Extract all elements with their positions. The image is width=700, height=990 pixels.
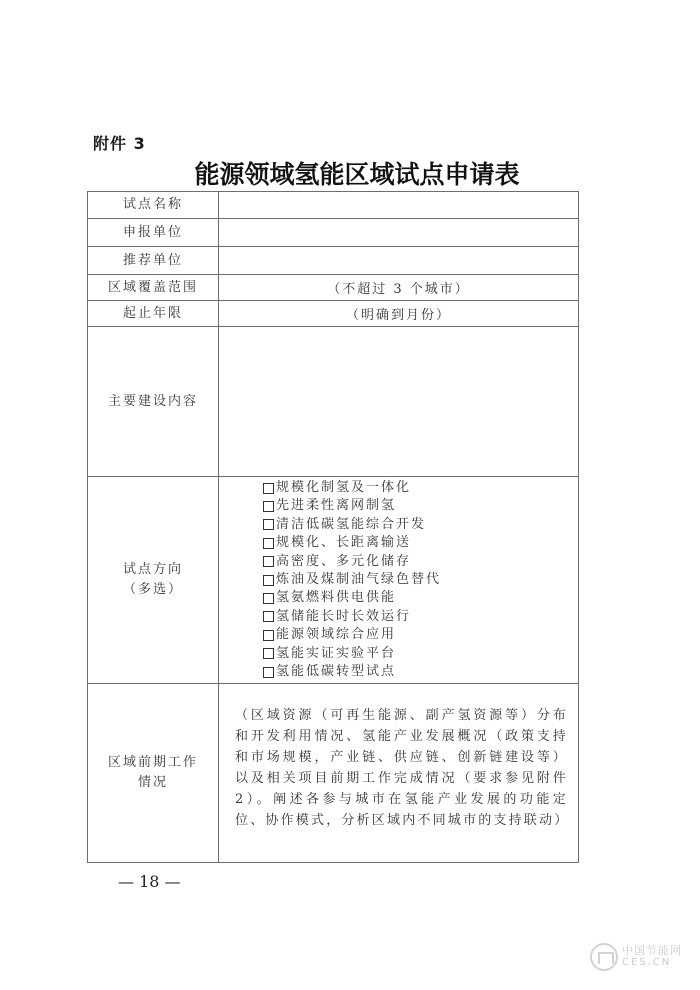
checkbox-icon[interactable] (263, 556, 274, 567)
applicant-unit-field[interactable] (219, 219, 579, 247)
option-green-substitution[interactable]: 炼油及煤制油气绿色替代 (263, 571, 578, 589)
option-high-density-storage[interactable]: 高密度、多元化储存 (263, 553, 578, 571)
pilot-direction-label-line1: 试点方向 (122, 562, 183, 578)
recommender-unit-label: 推荐单位 (88, 247, 219, 275)
prior-work-label-line2: 情况 (137, 775, 168, 791)
prior-work-label-line1: 区域前期工作 (107, 755, 198, 771)
application-form-table (87, 191, 579, 863)
watermark-text-en: CES.CN (622, 957, 672, 968)
watermark (590, 943, 682, 971)
option-integrated-application[interactable]: 能源领域综合应用 (263, 626, 578, 644)
main-content-label: 主要建设内容 (88, 327, 219, 477)
form-row-main-content (88, 327, 579, 477)
coverage-label: 区域覆盖范围 (88, 275, 219, 301)
prior-work-description: （区域资源（可再生能源、副产氢资源等）分布和开发利用情况、氢能产业发展概况（政策支持和市场规模，产业链、供应链、创新链建设等）以及相关项目前期工作完成情况（要求参见附件 2）。阐述各参与城市在氢能产业发展的功能定位、协作模式，分析区域内不同城市的支持联动） (235, 708, 570, 829)
option-long-distance-transport[interactable]: 规模化、长距离输送 (263, 534, 578, 552)
form-row-recommender (88, 247, 579, 275)
watermark-text-cn: 中国节能网 (622, 944, 682, 957)
main-content-field[interactable] (219, 327, 579, 477)
coverage-field[interactable]: （不超过 3 个城市） (219, 275, 579, 301)
form-row-prior-work (88, 684, 579, 863)
period-field[interactable]: （明确到月份） (219, 301, 579, 327)
option-test-platform[interactable]: 氢能实证实验平台 (263, 645, 578, 663)
checkbox-icon[interactable] (263, 593, 274, 604)
pilot-direction-options (219, 477, 579, 684)
checkbox-icon[interactable] (263, 611, 274, 622)
pilot-name-label: 试点名称 (88, 192, 219, 219)
form-row-pilot-name (88, 192, 579, 219)
pilot-name-field[interactable] (219, 192, 579, 219)
option-long-duration-storage[interactable]: 氢储能长时长效运行 (263, 608, 578, 626)
watermark-logo-icon (590, 943, 618, 971)
checkbox-icon[interactable] (263, 630, 274, 641)
checkbox-icon[interactable] (263, 519, 274, 530)
prior-work-field[interactable] (219, 684, 579, 863)
checkbox-icon[interactable] (263, 648, 274, 659)
recommender-unit-field[interactable] (219, 247, 579, 275)
checkbox-icon[interactable] (263, 483, 274, 494)
option-low-carbon-transition[interactable]: 氢能低碳转型试点 (263, 663, 578, 681)
form-row-pilot-direction (88, 477, 579, 684)
checkbox-icon[interactable] (263, 667, 274, 678)
form-row-period (88, 301, 579, 327)
applicant-unit-label: 申报单位 (88, 219, 219, 247)
option-large-scale-production[interactable]: 规模化制氢及一体化 (263, 479, 578, 497)
checkbox-icon[interactable] (263, 501, 274, 512)
page-number: — 18 — (118, 872, 181, 891)
option-clean-development[interactable]: 清洁低碳氢能综合开发 (263, 516, 578, 534)
form-row-applicant (88, 219, 579, 247)
period-label: 起止年限 (88, 301, 219, 327)
form-row-coverage (88, 275, 579, 301)
attachment-label: 附件 3 (93, 134, 146, 153)
option-offgrid-production[interactable]: 先进柔性离网制氢 (263, 497, 578, 515)
option-ammonia-power[interactable]: 氢氨燃料供电供能 (263, 589, 578, 607)
pilot-direction-label (88, 477, 219, 684)
page-title: 能源领域氢能区域试点申请表 (194, 160, 520, 189)
checkbox-icon[interactable] (263, 538, 274, 549)
prior-work-label (88, 684, 219, 863)
checkbox-icon[interactable] (263, 575, 274, 586)
pilot-direction-label-line2: （多选） (122, 582, 183, 598)
